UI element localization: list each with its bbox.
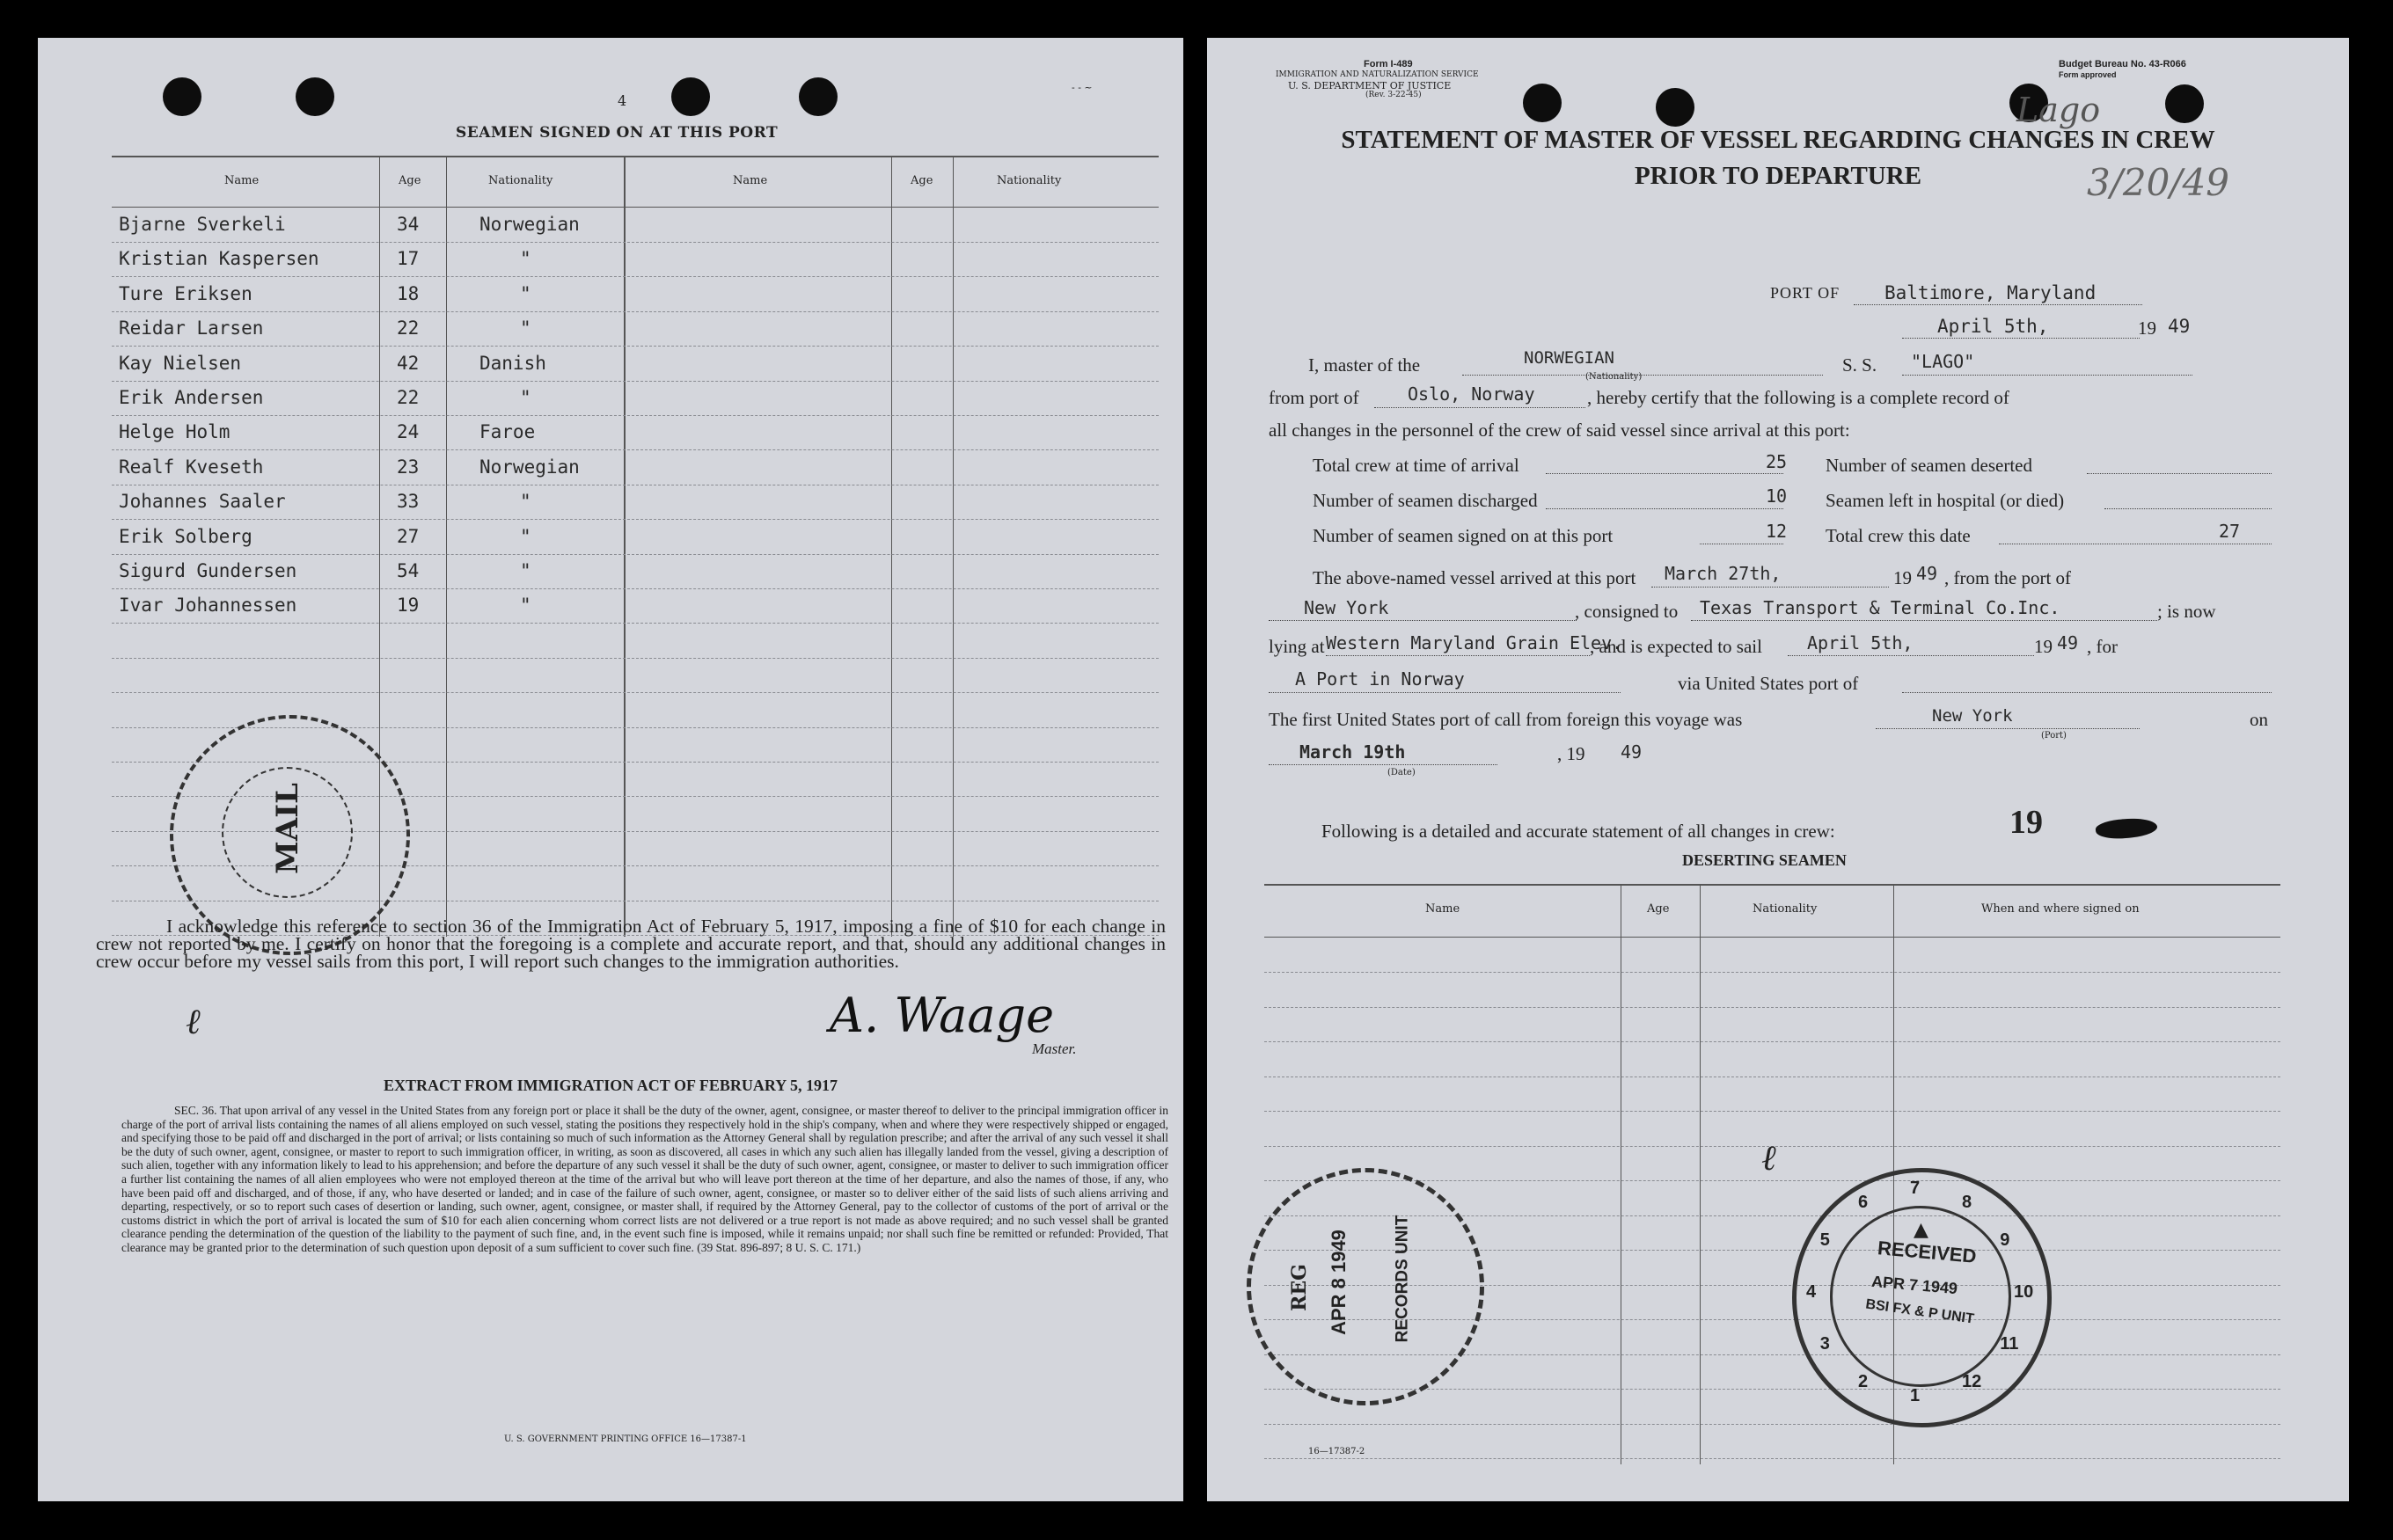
col-header-age: Age [399, 174, 421, 187]
discharged-value: 10 [1766, 485, 1788, 507]
master-title: Master. [1032, 1040, 1077, 1057]
table-header-rule [112, 207, 1159, 208]
arrived-year: 49 [1916, 563, 1938, 584]
year-prefix: 19 [2138, 317, 2156, 339]
first-port-value: New York [1932, 706, 2013, 726]
seaman-age: 27 [397, 525, 420, 547]
handwritten-vessel: Lago [2016, 91, 2101, 129]
row-rule [112, 311, 1159, 312]
ship-line [1902, 375, 2192, 376]
mail-stamp-text: MAIL [269, 783, 305, 874]
budget-bureau: Budget Bureau No. 43-R066 [2059, 59, 2186, 69]
port-value: Baltimore, Maryland [1884, 282, 2097, 303]
left-page [38, 38, 1183, 1501]
seaman-name: Erik Andersen [119, 387, 264, 408]
seaman-name: Kay Nielsen [119, 352, 242, 374]
punch-hole [163, 77, 201, 116]
seaman-nationality: " [520, 560, 531, 581]
received-stamp [1792, 1168, 2052, 1427]
for-label: , for [2087, 636, 2118, 657]
desert-col-when-where: When and where signed on [1981, 902, 2140, 916]
clock-hour: 12 [1962, 1372, 1982, 1392]
seaman-nationality: Norwegian [479, 456, 580, 478]
signed-on-value: 12 [1766, 521, 1788, 542]
total-date-label: Total crew this date [1826, 525, 1971, 546]
seaman-name: Helge Holm [119, 421, 231, 443]
punch-hole [799, 77, 838, 116]
seaman-name: Reidar Larsen [119, 317, 264, 339]
punch-hole [671, 77, 710, 116]
col-header-name: Name [224, 174, 260, 187]
following-label: Following is a detailed and accurate statement of all changes in crew: [1321, 821, 1835, 842]
seaman-name: Bjarne Sverkeli [119, 214, 286, 235]
desert-col-divider [1700, 884, 1701, 1464]
row-rule [112, 692, 1159, 693]
desert-row-rule [1264, 1041, 2280, 1042]
printer-line: U. S. GOVERNMENT PRINTING OFFICE 16—17387-1 [504, 1434, 747, 1444]
seaman-age: 23 [397, 456, 420, 478]
seaman-age: 19 [397, 595, 420, 617]
form-revision: (Rev. 3-22-45) [1365, 91, 1422, 99]
clock-hour: 11 [2000, 1334, 2019, 1354]
clock-hour: 8 [1962, 1192, 1972, 1212]
certify-text: , hereby certify that the following is a complete record of [1587, 387, 2009, 408]
records-unit-stamp [1247, 1168, 1484, 1405]
first-port-line [1876, 728, 2140, 729]
col-header-age-2: Age [911, 174, 933, 187]
from-port-label: from port of [1269, 387, 1359, 408]
seaman-age: 22 [397, 387, 420, 408]
row-rule [112, 242, 1159, 243]
seaman-nationality: " [520, 525, 531, 547]
row-rule [112, 519, 1159, 520]
desert-row-rule [1264, 1424, 2280, 1425]
printer-line: 16—17387-2 [1308, 1447, 1365, 1456]
initials-mark: ℓ [186, 1002, 201, 1042]
form-number: Form I-489 [1364, 59, 1413, 69]
deserted-line [2087, 473, 2272, 474]
seaman-nationality: Danish [479, 352, 546, 374]
from-port-line [1374, 407, 1585, 408]
via-label: via United States port of [1678, 673, 1859, 694]
row-rule [112, 276, 1159, 277]
seaman-nationality: Faroe [479, 421, 536, 443]
certify-text-2: all changes in the personnel of the crew of said vessel since arrival at this port: [1269, 420, 1850, 441]
desert-col-name: Name [1425, 902, 1460, 916]
seaman-nationality: " [520, 317, 531, 339]
first-date-line [1269, 764, 1497, 765]
sail-line [1788, 655, 2034, 656]
seaman-age: 17 [397, 248, 420, 270]
row-rule [112, 554, 1159, 555]
clock-hour: 7 [1910, 1179, 1921, 1198]
from-port-of-value: New York [1304, 597, 1389, 618]
seaman-age: 18 [397, 282, 420, 304]
redaction-blot [2095, 815, 2158, 841]
arrived-value: March 27th, [1665, 563, 1782, 584]
col-header-nationality: Nationality [488, 174, 553, 187]
on-label: on [2250, 709, 2268, 730]
seaman-name: Erik Solberg [119, 525, 252, 547]
date-caption: (Date) [1387, 768, 1416, 777]
total-arrival-line [1546, 473, 1783, 474]
seaman-name: Realf Kveseth [119, 456, 264, 478]
col-divider [891, 156, 892, 937]
received-date: APR 7 1949 [1870, 1272, 1958, 1298]
discharged-line [1546, 508, 1783, 509]
deserted-label: Number of seamen deserted [1826, 455, 2032, 476]
desert-row-rule [1264, 1458, 2280, 1459]
arrived-year-prefix: 19 [1893, 567, 1912, 588]
year-value: 49 [2168, 316, 2191, 337]
clock-hour: 6 [1858, 1192, 1869, 1212]
seaman-name: Ture Eriksen [119, 282, 252, 304]
seaman-name: Johannes Saaler [119, 491, 286, 513]
seaman-nationality: " [520, 282, 531, 304]
port-caption: (Port) [2041, 731, 2067, 741]
col-header-name-2: Name [733, 174, 768, 187]
sail-year: 49 [2057, 632, 2079, 653]
from-port-of-line [1269, 620, 1577, 621]
right-page [1207, 38, 2349, 1501]
punch-hole [2165, 84, 2204, 123]
seaman-nationality: " [520, 595, 531, 617]
row-rule [112, 449, 1159, 450]
total-arrival-label: Total crew at time of arrival [1313, 455, 1519, 476]
clock-hour: 5 [1819, 1230, 1830, 1250]
page-number: 4 [618, 92, 627, 109]
first-port-label: The first United States port of call from foreign this voyage was [1269, 709, 1743, 730]
seaman-nationality: Norwegian [479, 214, 580, 235]
seaman-age: 22 [397, 317, 420, 339]
consigned-label: , consigned to [1575, 601, 1679, 622]
records-stamp-date: APR 8 1949 [1327, 1230, 1350, 1335]
desert-row-rule [1264, 1111, 2280, 1112]
form-title-1: STATEMENT OF MASTER OF VESSEL REGARDING CHANGES IN CREW [1341, 126, 2215, 154]
destination-value: A Port in Norway [1295, 668, 1465, 690]
discharged-label: Number of seamen discharged [1313, 490, 1538, 511]
seaman-name: Ivar Johannessen [119, 595, 297, 617]
seaman-age: 33 [397, 491, 420, 513]
seaman-nationality: " [520, 491, 531, 513]
row-rule [112, 346, 1159, 347]
consigned-value: Texas Transport & Terminal Co.Inc. [1700, 597, 2060, 618]
row-rule [112, 381, 1159, 382]
nationality-line [1462, 375, 1823, 376]
extract-text: SEC. 36. That upon arrival of any vessel in the United States from any foreign port or place it shall be the duty of the owner, agent, consignee, or master thereof to deliver to the principal immigration officer in charge of the port of arrival lists containing the names of all aliens employed on such vessel, stating the positions they respectively hold in the ship's company, when and where they were respectively shipped or engaged, and specifying those to be paid off and discharged in the port of arrival; or lists containing so much of such information as the Attorney General shall by regulation prescribe; and after the arrival of any such vessel it shall be the duty of such owner, agent, consignee, or master to report to such immigration officer, in writing, as soon as discovered, all cases in which any such alien has illegally landed from the vessel, giving a description of such alien, together with any information likely to lead to his apprehension; and before the departure of any such vessel it shall be the duty of such owner, agent, consignee, or master to deliver to such immigration officer a further list containing the names of all alien employees who were not employed thereon at the time of the arrival but who will leave port thereon at the time of her departure, and also the names of those, if any, who have been paid off and discharged, and of those, if any, who have deserted or landed; and in case of the failure of such owner, agent, consignee, or master so to deliver either of the said lists of such aliens arriving and departing, respectively, or so to report such cases of desertion or landing, such owner, agent, consignee, or master shall, if required by the Attorney General, pay to the collector of customs of the port of arrival or the customs district in which the port of arrival is located the sum of $10 for each alien concerning whom correct lists are not delivered or a true report is not made as above required; and no such vessel shall be granted clearance pending the determination of the question of the liability to the payment of such fine, and, in the event such fine is imposed, while it remains unpaid; nor shall such fine be remitted or refunded: Provided, That clearance may be granted prior to the determination of such question upon deposit of a sum sufficient to cover such fine. (39 Stat. 896-897; 8 U. S. C. 171.) [121, 1104, 1168, 1254]
seaman-nationality: " [520, 387, 531, 408]
date-line [1902, 338, 2140, 339]
desert-col-nationality: Nationality [1753, 902, 1818, 916]
signed-on-label: Number of seamen signed on at this port [1313, 525, 1614, 546]
clock-hour: 1 [1910, 1386, 1921, 1405]
master-label: I, master of the [1308, 354, 1421, 376]
hospital-line [2104, 508, 2272, 509]
row-rule [112, 623, 1159, 624]
clock-hour: 3 [1819, 1334, 1830, 1354]
desert-row-rule [1264, 1007, 2280, 1008]
first-date-value: March 19th [1299, 741, 1406, 763]
handwritten-number: 3/20/49 [2087, 161, 2229, 204]
seaman-age: 34 [397, 214, 420, 235]
received-arrow-icon: ▲ [1914, 1218, 1928, 1241]
from-port-of-label: , from the port of [1944, 567, 2072, 588]
via-line [1902, 692, 2272, 693]
seaman-name: Kristian Kaspersen [119, 248, 319, 270]
desert-col-age: Age [1647, 902, 1670, 916]
col-header-nationality-2: Nationality [997, 174, 1062, 187]
lying-label: lying at [1269, 636, 1325, 657]
date-value: April 5th, [1937, 316, 2049, 337]
col-divider [446, 156, 447, 937]
lying-line [1326, 655, 1590, 656]
expected-label: , and is expected to sail [1590, 636, 1762, 657]
deserting-heading: DESERTING SEAMEN [1682, 851, 1847, 869]
hospital-label: Seamen left in hospital (or died) [1826, 490, 2065, 511]
arrived-line [1651, 587, 1889, 588]
form-approved: Form approved [2059, 70, 2117, 79]
first-year: 49 [1621, 741, 1643, 763]
ss-label: S. S. [1842, 354, 1877, 376]
received-label: RECEIVED [1877, 1237, 1978, 1267]
acknowledgment-text: I acknowledge this reference to section 36 of the Immigration Act of February 5, 1917, imposing a fine of $10 for each change in crew not reported by me. I certify on honor that the foregoing is a complete and accurate report, and that, should any additional changes in crew occur before my vessel sails from this port, I will report such changes to the immigration authorities. [96, 916, 1166, 972]
punch-hole [1656, 88, 1694, 127]
punch-hole [1523, 84, 1562, 122]
clock-hour: 9 [2000, 1230, 2010, 1250]
col-divider [624, 156, 626, 937]
desert-row-rule [1264, 972, 2280, 973]
port-label: PORT OF [1770, 284, 1840, 302]
col-divider [953, 156, 954, 937]
seaman-age: 24 [397, 421, 420, 443]
sail-value: April 5th, [1807, 632, 1914, 653]
row-rule [112, 658, 1159, 659]
arrived-label: The above-named vessel arrived at this port [1313, 567, 1636, 588]
punch-hole [296, 77, 334, 116]
following-number: 19 [2009, 804, 2043, 841]
total-arrival-value: 25 [1766, 451, 1788, 472]
consigned-line [1691, 620, 2157, 621]
seaman-age: 42 [397, 352, 420, 374]
desert-table-top [1264, 884, 2280, 886]
seaman-name: Sigurd Gundersen [119, 560, 297, 581]
first-year-prefix: , 19 [1557, 743, 1585, 764]
seaman-nationality: " [520, 248, 531, 270]
clock-hour: 4 [1806, 1282, 1817, 1302]
desert-table-header [1264, 937, 2280, 938]
from-port-value: Oslo, Norway [1408, 383, 1535, 405]
clock-hour: 10 [2014, 1282, 2034, 1302]
port-line [1854, 304, 2142, 305]
agency-line-2: U. S. DEPARTMENT OF JUSTICE [1288, 80, 1452, 91]
seaman-age: 54 [397, 560, 420, 581]
ship-name: "LAGO" [1911, 351, 1975, 372]
total-date-value: 27 [2219, 521, 2241, 542]
nationality-value: NORWEGIAN [1524, 348, 1614, 368]
row-rule [112, 588, 1159, 589]
clock-hour: 2 [1858, 1372, 1869, 1392]
table-top-rule [112, 156, 1159, 157]
nationality-caption: (Nationality) [1585, 372, 1643, 382]
form-title-2: PRIOR TO DEPARTURE [1634, 162, 1922, 190]
extract-title: EXTRACT FROM IMMIGRATION ACT OF FEBRUARY 5, 1917 [383, 1077, 838, 1094]
lying-value: Western Maryland Grain Elev. [1326, 632, 1623, 653]
sail-year-prefix: 19 [2034, 636, 2053, 657]
destination-line [1269, 692, 1621, 693]
seamen-heading: SEAMEN SIGNED ON AT THIS PORT [456, 124, 779, 142]
received-unit: BSI FX & P UNIT [1864, 1296, 1975, 1327]
row-rule [112, 415, 1159, 416]
deserting-mark: ℓ [1761, 1138, 1776, 1179]
tick-marks: - - ~ [1072, 82, 1093, 93]
agency-line-1: IMMIGRATION AND NATURALIZATION SERVICE [1276, 70, 1479, 79]
master-signature: A. Waage [830, 988, 1055, 1043]
records-stamp-unit: RECORDS UNIT [1393, 1215, 1412, 1343]
records-stamp-ring: REG [1287, 1264, 1311, 1311]
is-now-label: ; is now [2157, 601, 2216, 622]
